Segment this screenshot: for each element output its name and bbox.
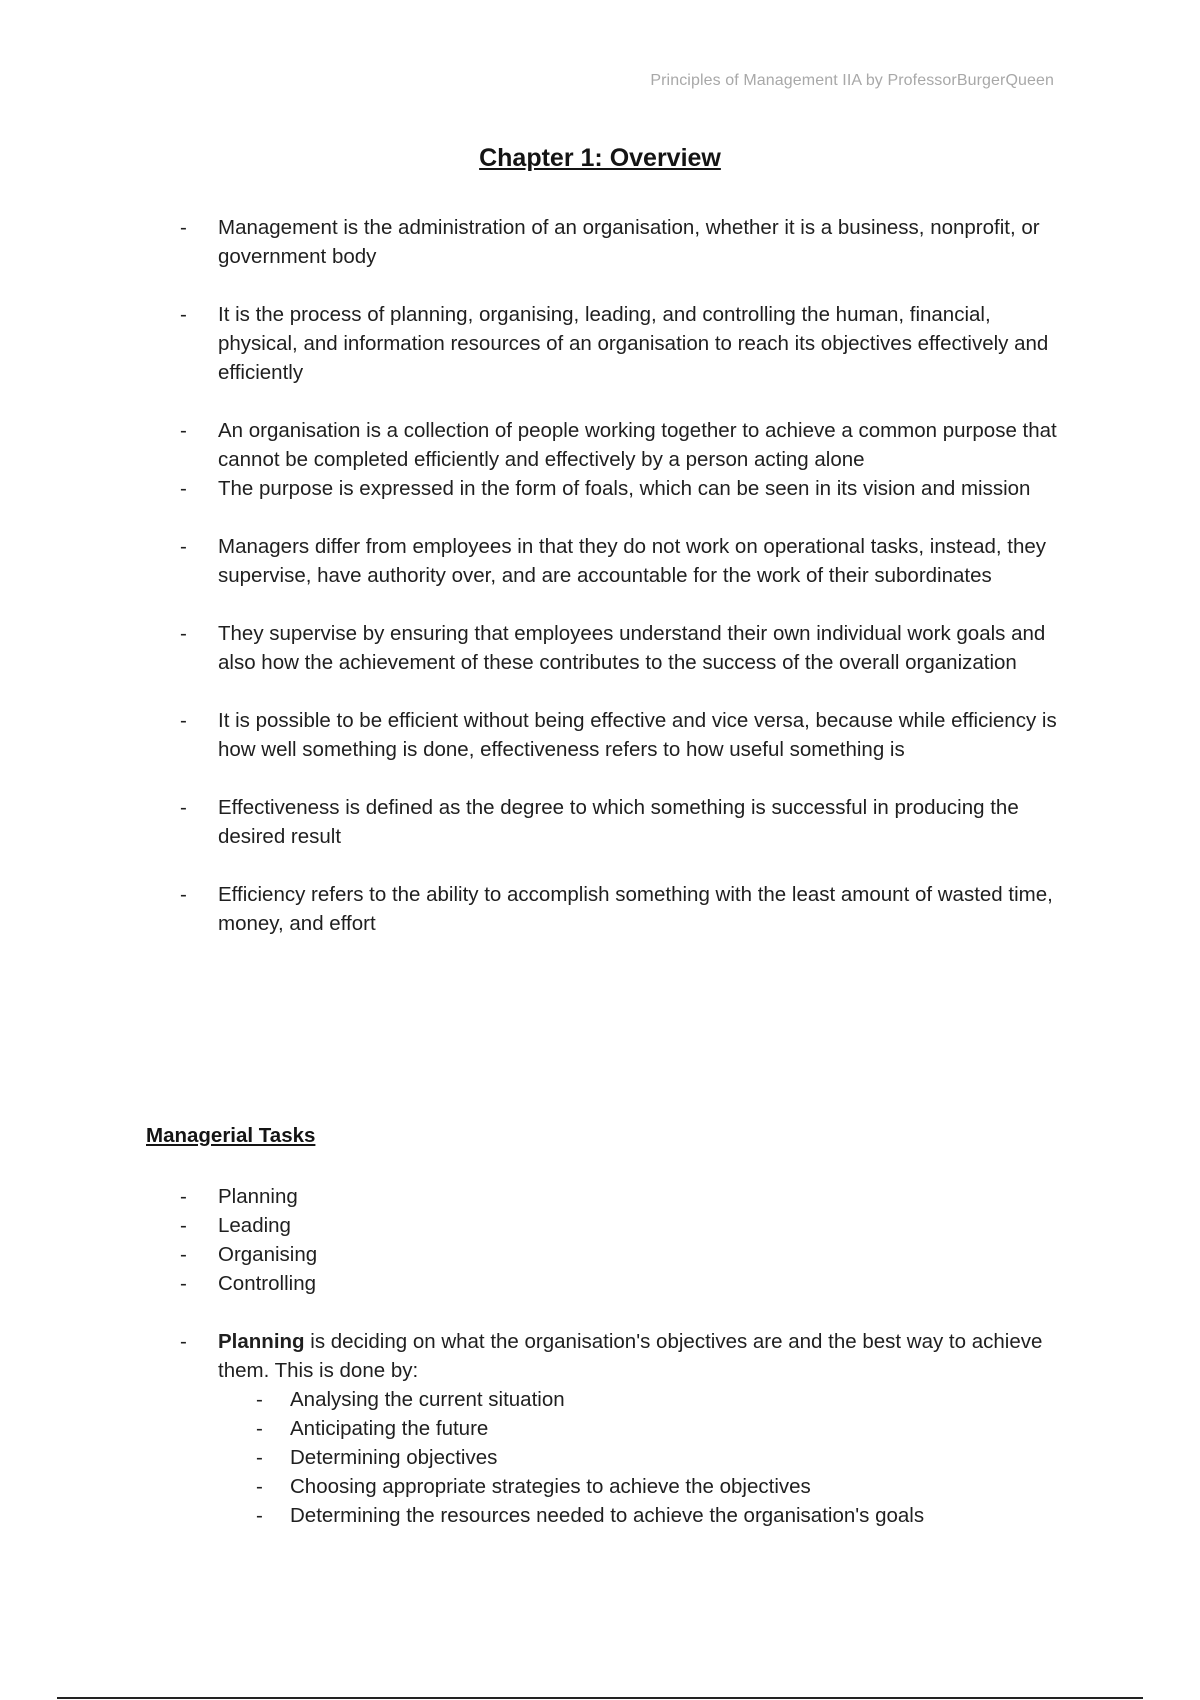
page-title: Chapter 1: Overview [479, 144, 721, 172]
list-item-text: Effectiveness is defined as the degree to which something is successful in producing the desired result [218, 796, 1019, 848]
list-item-text: An organisation is a collection of people working together to achieve a common purpose that cannot be completed efficiently and effectively by a person acting alone [218, 419, 1057, 471]
bullet-dash: - [180, 477, 187, 500]
page-bottom-rule [57, 1697, 1143, 1699]
running-header: Principles of Management IIA by ProfessorBurgerQueen [650, 72, 1054, 89]
list-item [180, 1211, 1060, 1240]
bullet-dash: - [180, 216, 187, 239]
list-item [180, 619, 1060, 677]
list-item [180, 474, 1060, 503]
bullet-dash: - [256, 1417, 263, 1440]
overview-list [180, 213, 1060, 938]
list-item-text: Efficiency refers to the ability to accomplish something with the least amount of wasted time, money, and effort [218, 883, 1053, 935]
list-item [180, 793, 1060, 851]
list-item-text: Managers differ from employees in that they do not work on operational tasks, instead, they supervise, have authority over, and are accountable for the work of their subordinates [218, 535, 1047, 587]
section-heading-managerial-tasks: Managerial Tasks [146, 1124, 316, 1147]
list-item [180, 1182, 1060, 1211]
sub-list-item-text: Anticipating the future [290, 1417, 489, 1440]
sub-list-item [218, 1443, 1060, 1472]
sub-list-item [218, 1385, 1060, 1414]
list-item [180, 300, 1060, 387]
list-item [180, 880, 1060, 938]
bullet-dash: - [256, 1475, 263, 1498]
managerial-tasks-list [180, 1182, 1060, 1530]
bullet-dash: - [256, 1446, 263, 1469]
list-item-text: Controlling [218, 1272, 316, 1295]
bullet-dash: - [256, 1504, 263, 1527]
sub-list-item-text: Choosing appropriate strategies to achieve the objectives [290, 1475, 811, 1498]
list-item-planning [180, 1327, 1060, 1530]
list-item-text: Planning [218, 1185, 298, 1208]
planning-description: is deciding on what the organisation's objectives are and the best way to achieve them. This is done by: [218, 1330, 1043, 1382]
bullet-dash: - [180, 883, 187, 906]
list-item-text: Management is the administration of an organisation, whether it is a business, nonprofit, or government body [218, 216, 1040, 268]
list-item-text: They supervise by ensuring that employees understand their own individual work goals and also how the achievement of these contributes to the success of the overall organization [218, 622, 1046, 674]
list-item-text: It is possible to be efficient without being effective and vice versa, because while efficiency is how well something is done, effectiveness refers to how useful something is [218, 709, 1057, 761]
list-item [180, 213, 1060, 271]
list-item [180, 1269, 1060, 1298]
sub-list-item [218, 1414, 1060, 1443]
bullet-dash: - [180, 796, 187, 819]
list-item-text: The purpose is expressed in the form of foals, which can be seen in its vision and mission [218, 477, 1031, 500]
list-item-text: Organising [218, 1243, 318, 1266]
bullet-dash: - [180, 1243, 187, 1266]
sub-list-item [218, 1501, 1060, 1530]
sub-list-item-text: Determining objectives [290, 1446, 498, 1469]
list-item [180, 532, 1060, 590]
bullet-dash: - [180, 1330, 187, 1353]
sub-list-item-text: Determining the resources needed to achieve the organisation's goals [290, 1504, 925, 1527]
planning-term: Planning [218, 1330, 305, 1353]
bullet-dash: - [180, 1214, 187, 1237]
bullet-dash: - [180, 1185, 187, 1208]
list-item [180, 1240, 1060, 1269]
sub-list-item [218, 1472, 1060, 1501]
bullet-dash: - [180, 303, 187, 326]
bullet-dash: - [180, 1272, 187, 1295]
sub-list-item-text: Analysing the current situation [290, 1388, 565, 1411]
list-item [180, 706, 1060, 764]
list-item-text: Leading [218, 1214, 291, 1237]
list-item [180, 416, 1060, 474]
bullet-dash: - [180, 535, 187, 558]
bullet-dash: - [180, 622, 187, 645]
planning-steps-list [218, 1385, 1060, 1530]
bullet-dash: - [180, 709, 187, 732]
bullet-dash: - [180, 419, 187, 442]
bullet-dash: - [256, 1388, 263, 1411]
list-item-text: It is the process of planning, organising, leading, and controlling the human, financial, physical, and information resources of an organisation to reach its objectives effectively and efficiently [218, 303, 1049, 384]
